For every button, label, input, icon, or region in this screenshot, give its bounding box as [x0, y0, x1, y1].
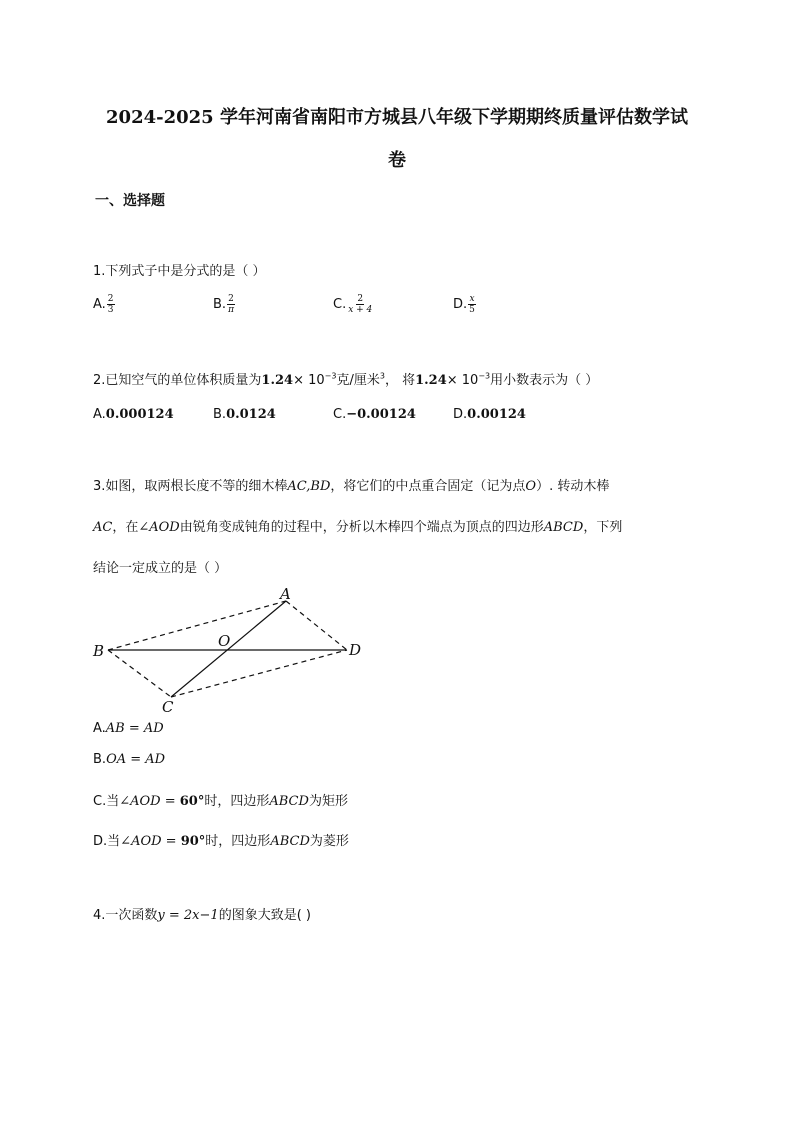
q1-option-a: A. $\frac{2}{3}$ — [93, 294, 114, 315]
q1-option-d: D. $\frac{x}{5}$ — [453, 294, 475, 315]
document-title-line2: 卷 — [388, 150, 406, 171]
point-label-a: A — [280, 585, 291, 603]
q2-option-b: B.0.0124 — [213, 407, 276, 422]
point-label-o: O — [218, 632, 231, 650]
parallelogram-figure — [90, 585, 380, 715]
q1-option-b: B. $\frac{2}{\pi}$ — [213, 294, 234, 315]
question-3-line2: AC，在∠AOD由锐角变成钝角的过程中，分析以木棒四个端点为顶点的四边形ABCD，下列 — [93, 520, 623, 535]
q1-option-c: C. $\frac{2}{x + 4}$ — [333, 294, 373, 315]
question-4-stem: 4.一次函数y = 2x−1的图象大致是( ) — [93, 908, 311, 923]
q2-option-a: A.0.000124 — [93, 407, 174, 422]
question-1-stem: 1.下列式子中是分式的是（ ） — [93, 264, 266, 279]
q3-option-c: C.当∠AOD = 60°时，四边形ABCD为矩形 — [93, 794, 348, 809]
section-heading: 一、选择题 — [95, 193, 165, 209]
q3-option-b: B.OA = AD — [93, 752, 166, 767]
point-label-d: D — [349, 641, 362, 659]
q3-option-d: D.当∠AOD = 90°时，四边形ABCD为菱形 — [93, 834, 349, 849]
question-2-stem: 2.已知空气的单位体积质量为$1.24\times 10^{-3}$克/厘米$^3$， 将$1.24\times 10^{-3}$用小数表示为（ ） — [93, 371, 599, 388]
question-3-line3: 结论一定成立的是（ ） — [93, 561, 228, 576]
dashed-bc — [108, 650, 171, 697]
point-label-b: B — [93, 642, 105, 660]
dashed-ab — [108, 601, 286, 650]
dashed-cd — [171, 650, 347, 697]
q3-option-a: A.AB = AD — [93, 721, 164, 736]
q2-option-c: C.−0.00124 — [333, 407, 416, 422]
document-title-line1: 2024-2025 学年河南省南阳市方城县八年级下学期期终质量评估数学试 — [106, 107, 688, 128]
dashed-ad — [286, 601, 347, 650]
point-label-c: C — [162, 698, 174, 715]
question-3-line1: 3.如图，取两根长度不等的细木棒AC,BD，将它们的中点重合固定（记为点O）. 转动木棒 — [93, 479, 610, 494]
q2-option-d: D.0.00124 — [453, 407, 526, 422]
